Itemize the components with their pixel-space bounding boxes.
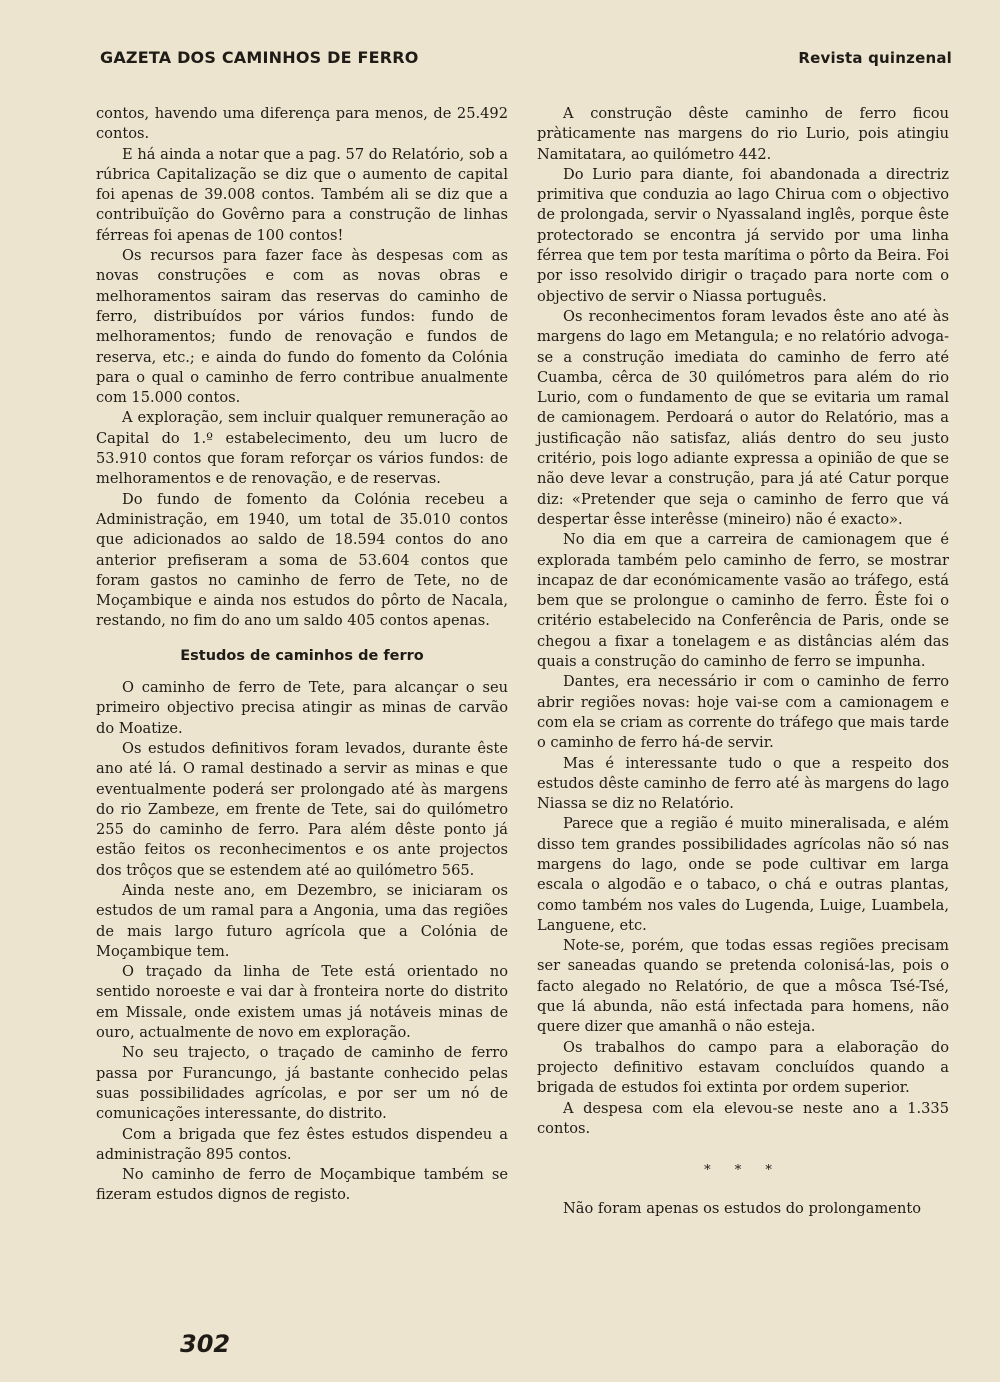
paragraph: Parece que a região é muito mineralisada, e além disso tem grandes possibilidades agrícolas não só nas margens do lago, onde se pode cultivar em larga escala o algodão e o tabaco, o chá e outras plantas, como também nos vales do Lugenda, Luige, Luambela, Languene, etc.	[537, 815, 949, 934]
page-number: 302	[180, 1330, 231, 1358]
paragraph: Não foram apenas os estudos do prolongamento	[563, 1200, 921, 1218]
paragraph: No dia em que a carreira de camionagem que é explorada também pelo caminho de ferro, se mostrar incapaz de dar económicamente vasão ao tráfego, está bem que se prolongue o caminho de ferro. Êste foi o critério estabelecido na Conferência de Paris, onde se chegou a fixar a tonelagem e as distâncias além das quais a construção do caminho de ferro se impunha.	[537, 531, 949, 671]
running-head	[100, 48, 952, 67]
paragraph: E há ainda a notar que a pag. 57 do Relatório, sob a rúbrica Capitalização se diz que o aumento de capital foi apenas de 39.008 contos. Também ali se diz que a contribuïção do Govêrno para a construção de linhas férreas foi apenas de 100 contos!	[96, 145, 508, 244]
periodicity-label: Revista quinzenal	[798, 49, 952, 67]
paragraph: Com a brigada que fez êstes estudos dispendeu a administração 895 contos.	[96, 1125, 508, 1163]
paragraph: Os reconhecimentos foram levados êste ano até às margens do lago em Metangula; e no relatório advoga-se a construção imediata do caminho de ferro até Cuamba, cêrca de 30 quilómetros para além do rio Lurio, com o fundamento de que se evitaria um ramal de camionagem. Perdoará o autor do Relatório, mas a justificação não satisfaz, aliás dentro do seu justo critério, pois logo adiante expressa a opinião de que se não deve levar a construção, para já até Catur porque diz: «Pretender que seja o caminho de ferro que vá despertar êsse interêsse (mineiro) não é exacto».	[537, 307, 949, 528]
paragraph: A despesa com ela elevou-se neste ano a 1.335 contos.	[537, 1099, 949, 1137]
paragraph: Do fundo de fomento da Colónia recebeu a Administração, em 1940, um total de 35.010 contos que adicionados ao saldo de 18.594 contos do ano anterior prefiseram a soma de 53.604 contos que foram gastos no caminho de ferro de Tete, no de Moçambique e ainda nos estudos do pôrto de Nacala, restando, no fim do ano um saldo 405 contos apenas.	[96, 490, 508, 630]
journal-title: GAZETA DOS CAMINHOS DE FERRO	[100, 48, 419, 67]
paragraph: Note-se, porém, que todas essas regiões precisam ser saneadas quando se pretenda colonisá-las, pois o facto alegado no Relatório, de que a môsca Tsé-Tsé, que lá abunda, não está infectada para homens, não quere dizer que amanhã o não esteja.	[537, 937, 949, 1036]
paragraph: O caminho de ferro de Tete, para alcançar o seu primeiro objectivo precisa atingir as minas de carvão do Moatize.	[96, 679, 508, 737]
paragraph: Mas é interessante tudo o que a respeito dos estudos dêste caminho de ferro até às margens do lago Niassa se diz no Relatório.	[537, 754, 949, 813]
paragraph: Os recursos para fazer face às despesas com as novas construções e com as novas obras e melhoramentos sairam das reservas do caminho de ferro, distribuídos por vários fundos: fundo de melhoramentos; fundo de renovação e fundos de reserva, etc.; e ainda do fundo do fomento da Colónia para o qual o caminho de ferro contribue anualmente com 15.000 contos.	[96, 247, 508, 407]
paragraph: A construção dêste caminho de ferro ficou pràticamente nas margens do rio Lurio, pois atingiu Namitatara, ao quilómetro 442.	[537, 105, 949, 163]
paragraph: Do Lurio para diante, foi abandonada a directriz primitiva que conduzia ao lago Chirua com o objectivo de prolongada, servir o Nyassaland inglês, porque êste protectorado se encontra já servido por uma linha férrea que tem por testa marítima o pôrto da Beira. Foi por isso resolvido dirigir o traçado para norte com o objectivo de servir o Niassa português.	[537, 165, 949, 305]
paragraph: Os estudos definitivos foram levados, durante êste ano até lá. O ramal destinado a servir as minas e que eventualmente poderá ser prolongado até às margens do rio Zambeze, em frente de Tete, sai do quilómetro 255 do caminho de ferro. Para além dêste ponto já estão feitos os reconhecimentos e os ante projectos dos trôços que se estendem até ao quilómetro 565.	[96, 739, 508, 879]
section-separator: * * *	[704, 1163, 782, 1179]
paragraph: O traçado da linha de Tete está orientado no sentido noroeste e vai dar à fronteira norte do distrito em Missale, onde existem umas já notáveis minas de ouro, actualmente de novo em exploração.	[96, 963, 508, 1042]
paragraph: A exploração, sem incluir qualquer remuneração ao Capital do 1.º estabelecimento, deu um lucro de 53.910 contos que foram reforçar os vários fundos: de melhoramentos e de renovação, e de reservas.	[96, 409, 508, 488]
paragraph: No seu trajecto, o traçado de caminho de ferro passa por Furancungo, já bastante conhecido pelas suas possibilidades agrícolas, e por ser um nó de comunicações interessante, do distrito.	[96, 1044, 508, 1123]
right-column	[537, 104, 949, 1220]
paragraph: Dantes, era necessário ir com o caminho de ferro abrir regiões novas: hoje vai-se com a camionagem e com ela se criam as corrente do tráfego que mais tarde o caminho de ferro há-de servir.	[537, 673, 949, 752]
paragraph: Os trabalhos do campo para a elaboração do projecto definitivo estavam concluídos quando a brigada de estudos foi extinta por ordem superior.	[537, 1038, 949, 1097]
section-heading: Estudos de caminhos de ferro	[180, 647, 424, 664]
left-column	[96, 104, 508, 1206]
paragraph: contos, havendo uma diferença para menos, de 25.492 contos.	[96, 105, 508, 143]
paragraph: No caminho de ferro de Moçambique também se fizeram estudos dignos de registo.	[96, 1166, 508, 1204]
paragraph: Ainda neste ano, em Dezembro, se iniciaram os estudos de um ramal para a Angonia, uma das regiões de mais largo futuro agrícola que a Colónia de Moçambique tem.	[96, 881, 508, 960]
